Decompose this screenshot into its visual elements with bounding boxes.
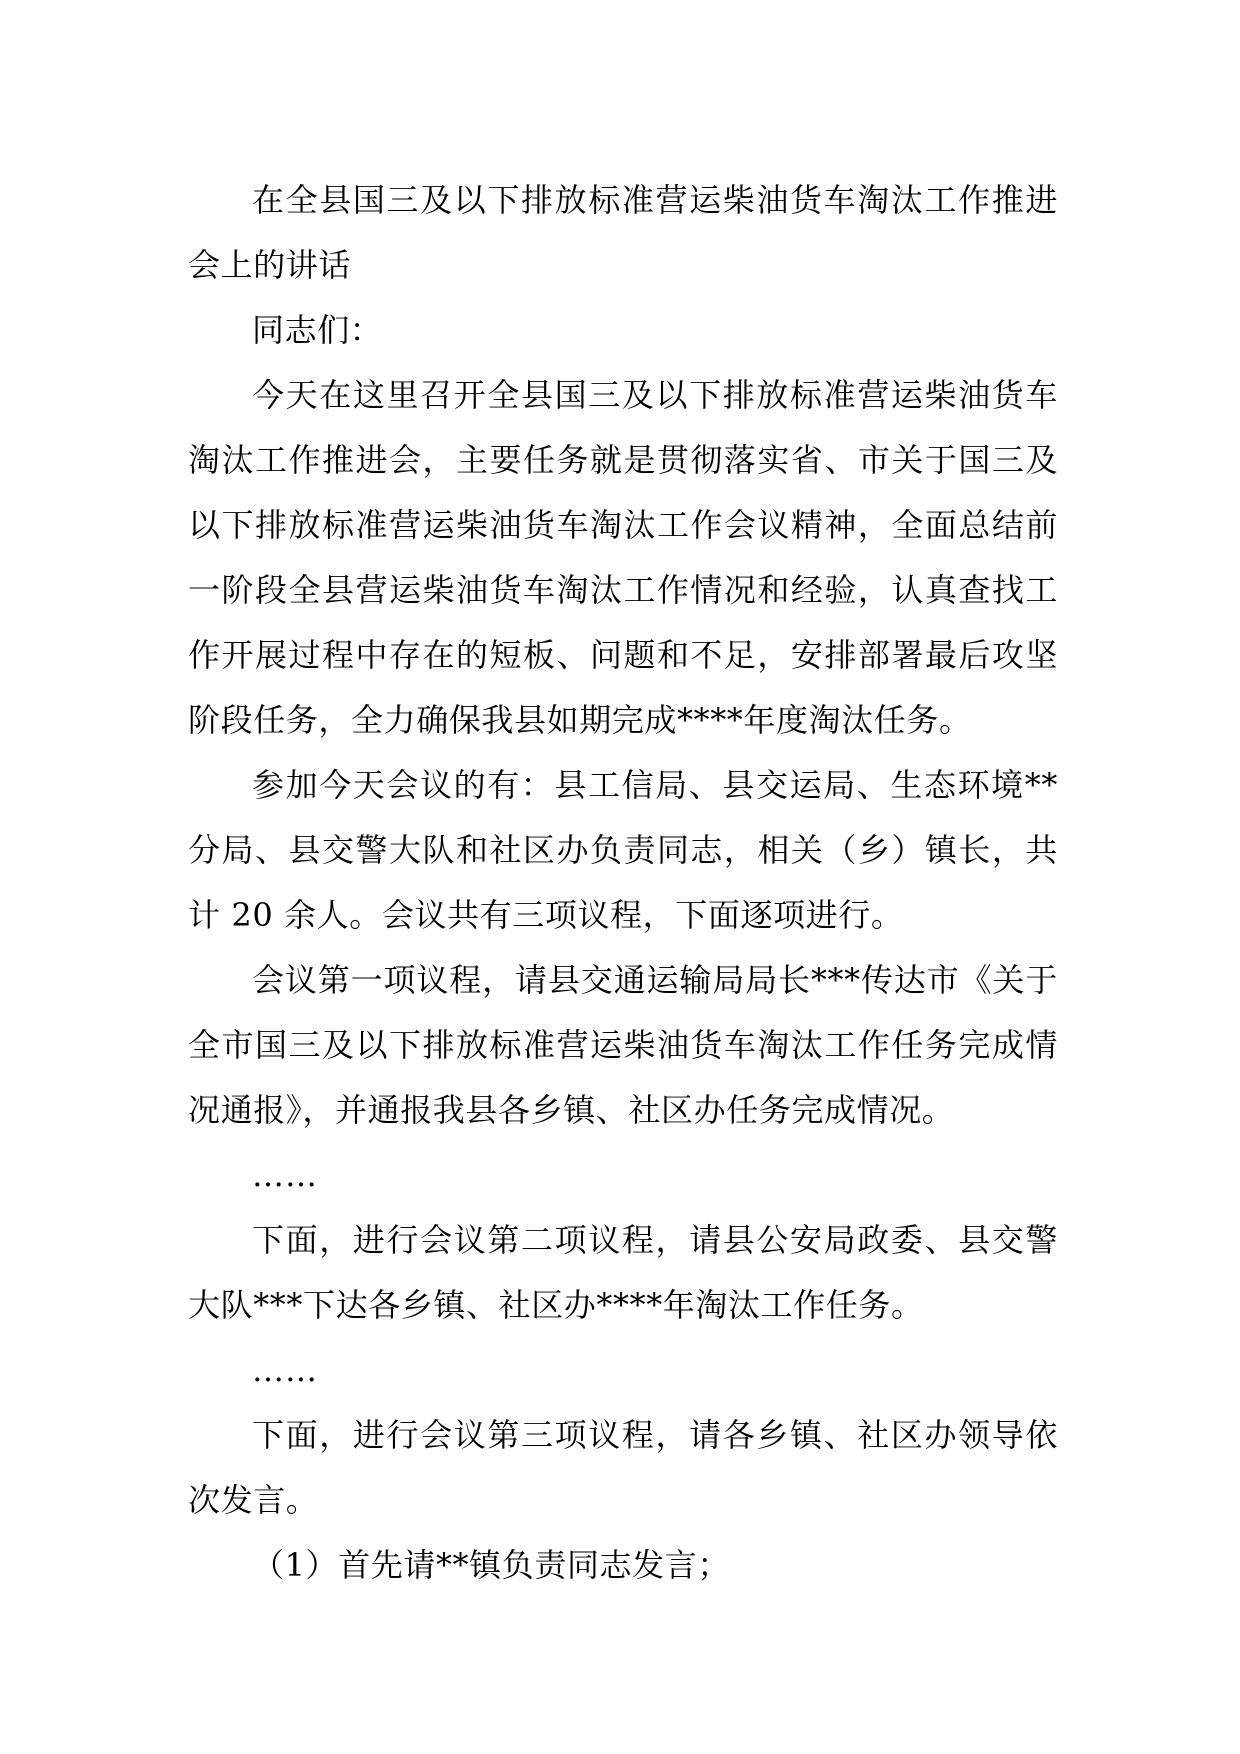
document-body	[188, 168, 1058, 1598]
document-title: 在全县国三及以下排放标准营运柴油货车淘汰工作推进会上的讲话	[188, 181, 1058, 284]
paragraph-opening: 今天在这里召开全县国三及以下排放标准营运柴油货车淘汰工作推进会，主要任务就是贯彻落实省、市关于国三及以下排放标准营运柴油货车淘汰工作会议精神，全面总结前一阶段全县营运柴油货车淘汰工作情况和经验，认真查找工作开展过程中存在的短板、问题和不足，安排部署最后攻坚阶段任务，全力确保我县如期完成****年度淘汰任务。	[188, 376, 1058, 739]
paragraph-speaker-1: （1）首先请**镇负责同志发言；	[252, 1546, 730, 1584]
greeting: 同志们：	[252, 311, 383, 349]
paragraph-agenda-item-1: 会议第一项议程，请县交通运输局局长***传达市《关于全市国三及以下排放标准营运柴油货车淘汰工作任务完成情况通报》，并通报我县各乡镇、社区办任务完成情况。	[188, 961, 1058, 1129]
paragraph-agenda-item-2: 下面，进行会议第二项议程，请县公安局政委、县交警大队***下达各乡镇、社区办****年淘汰工作任务。	[188, 1221, 1058, 1324]
ellipsis-1: ……	[252, 1156, 318, 1194]
paragraph-attendees: 参加今天会议的有：县工信局、县交运局、生态环境**分局、县交警大队和社区办负责同志，相关（乡）镇长，共计 20 余人。会议共有三项议程，下面逐项进行。	[188, 766, 1058, 934]
paragraph-agenda-item-3: 下面，进行会议第三项议程，请各乡镇、社区办领导依次发言。	[188, 1416, 1058, 1519]
ellipsis-2: ……	[252, 1351, 318, 1389]
